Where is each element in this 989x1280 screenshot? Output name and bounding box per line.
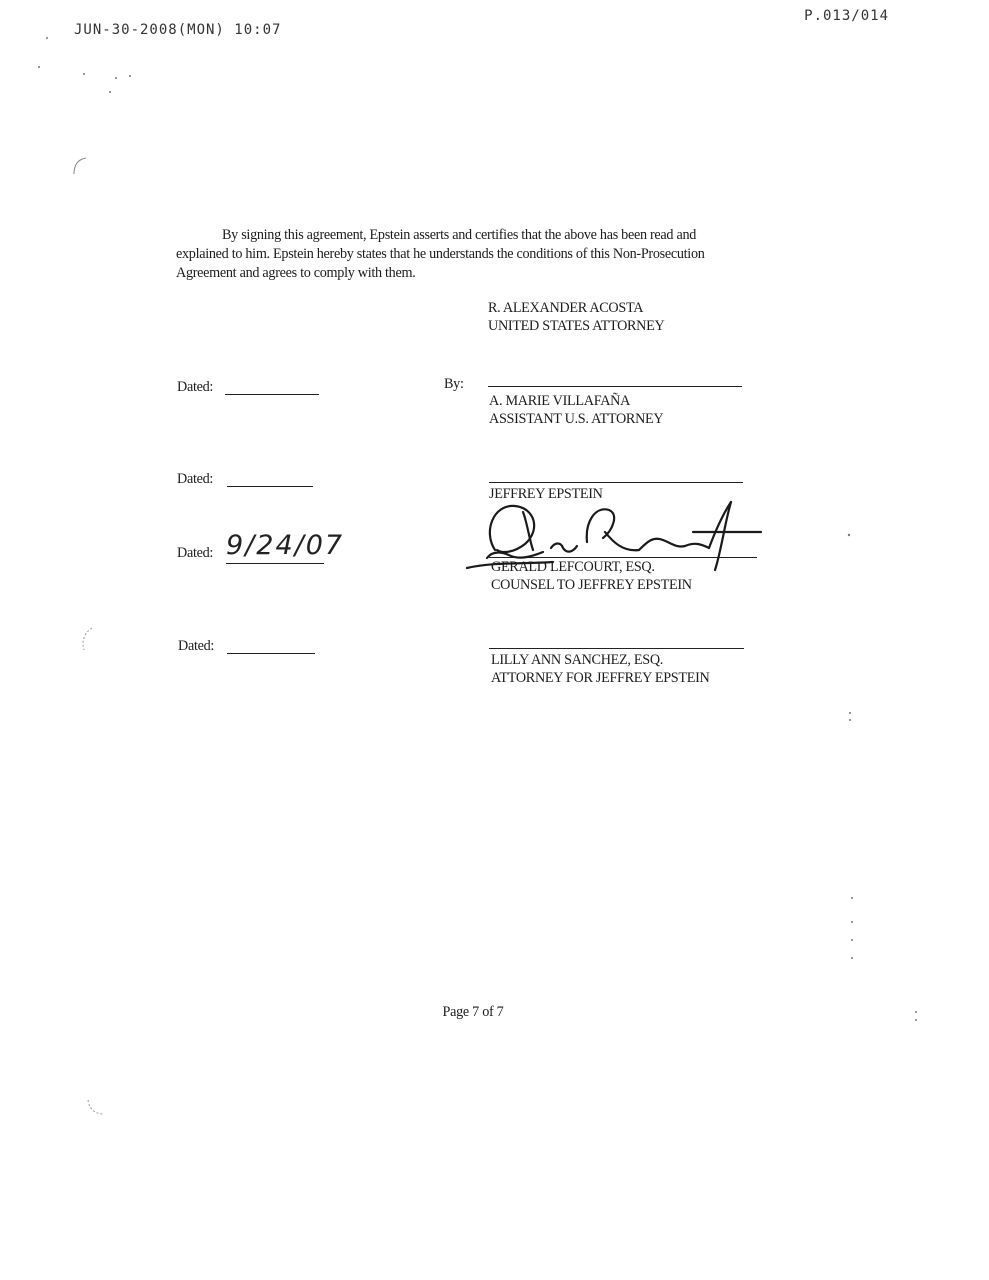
date-line-1: [225, 394, 319, 395]
dated-label-4: Dated:: [178, 638, 215, 654]
date-line-4: [227, 653, 315, 654]
sanchez-title: ATTORNEY FOR JEFFREY EPSTEIN: [491, 670, 710, 686]
signature-line-ausa: [488, 386, 742, 387]
fax-header-timestamp: JUN-30-2008(MON) 10:07: [74, 22, 282, 38]
date-line-3: [226, 563, 324, 564]
sanchez-block: [491, 651, 710, 687]
usao-title: UNITED STATES ATTORNEY: [488, 318, 665, 334]
dated-label-2: Dated:: [177, 471, 214, 487]
signature-line-epstein: [489, 482, 743, 483]
usao-block: [488, 299, 664, 335]
certification-paragraph: [176, 226, 751, 283]
handwritten-date: 9/24/07: [226, 530, 345, 561]
ausa-name: A. MARIE VILLAFAÑA: [489, 393, 631, 409]
signature-line-sanchez: [489, 648, 744, 649]
page-number: Page 7 of 7: [442, 1004, 504, 1020]
date-line-2: [227, 486, 313, 487]
fax-page-count: P.013/014: [804, 8, 889, 24]
usao-name: R. ALEXANDER ACOSTA: [488, 300, 644, 316]
certification-text: By signing this agreement, Epstein asserts and certifies that the above has been read and explained to him. Epstein hereby states that he understands the conditions of this Non-Prosecution Agreement and agrees to comply with them.: [176, 227, 705, 281]
dated-label-3: Dated:: [177, 545, 214, 561]
dated-label-1: Dated:: [177, 379, 214, 395]
lefcourt-block: [491, 558, 692, 594]
ausa-block: [489, 392, 663, 428]
sanchez-name: LILLY ANN SANCHEZ, ESQ.: [491, 652, 664, 668]
ausa-title: ASSISTANT U.S. ATTORNEY: [489, 411, 664, 427]
lefcourt-name: GERALD LEFCOURT, ESQ.: [491, 559, 655, 575]
by-label: By:: [444, 376, 464, 392]
epstein-name: JEFFREY EPSTEIN: [489, 486, 603, 502]
lefcourt-title: COUNSEL TO JEFFREY EPSTEIN: [491, 577, 692, 593]
